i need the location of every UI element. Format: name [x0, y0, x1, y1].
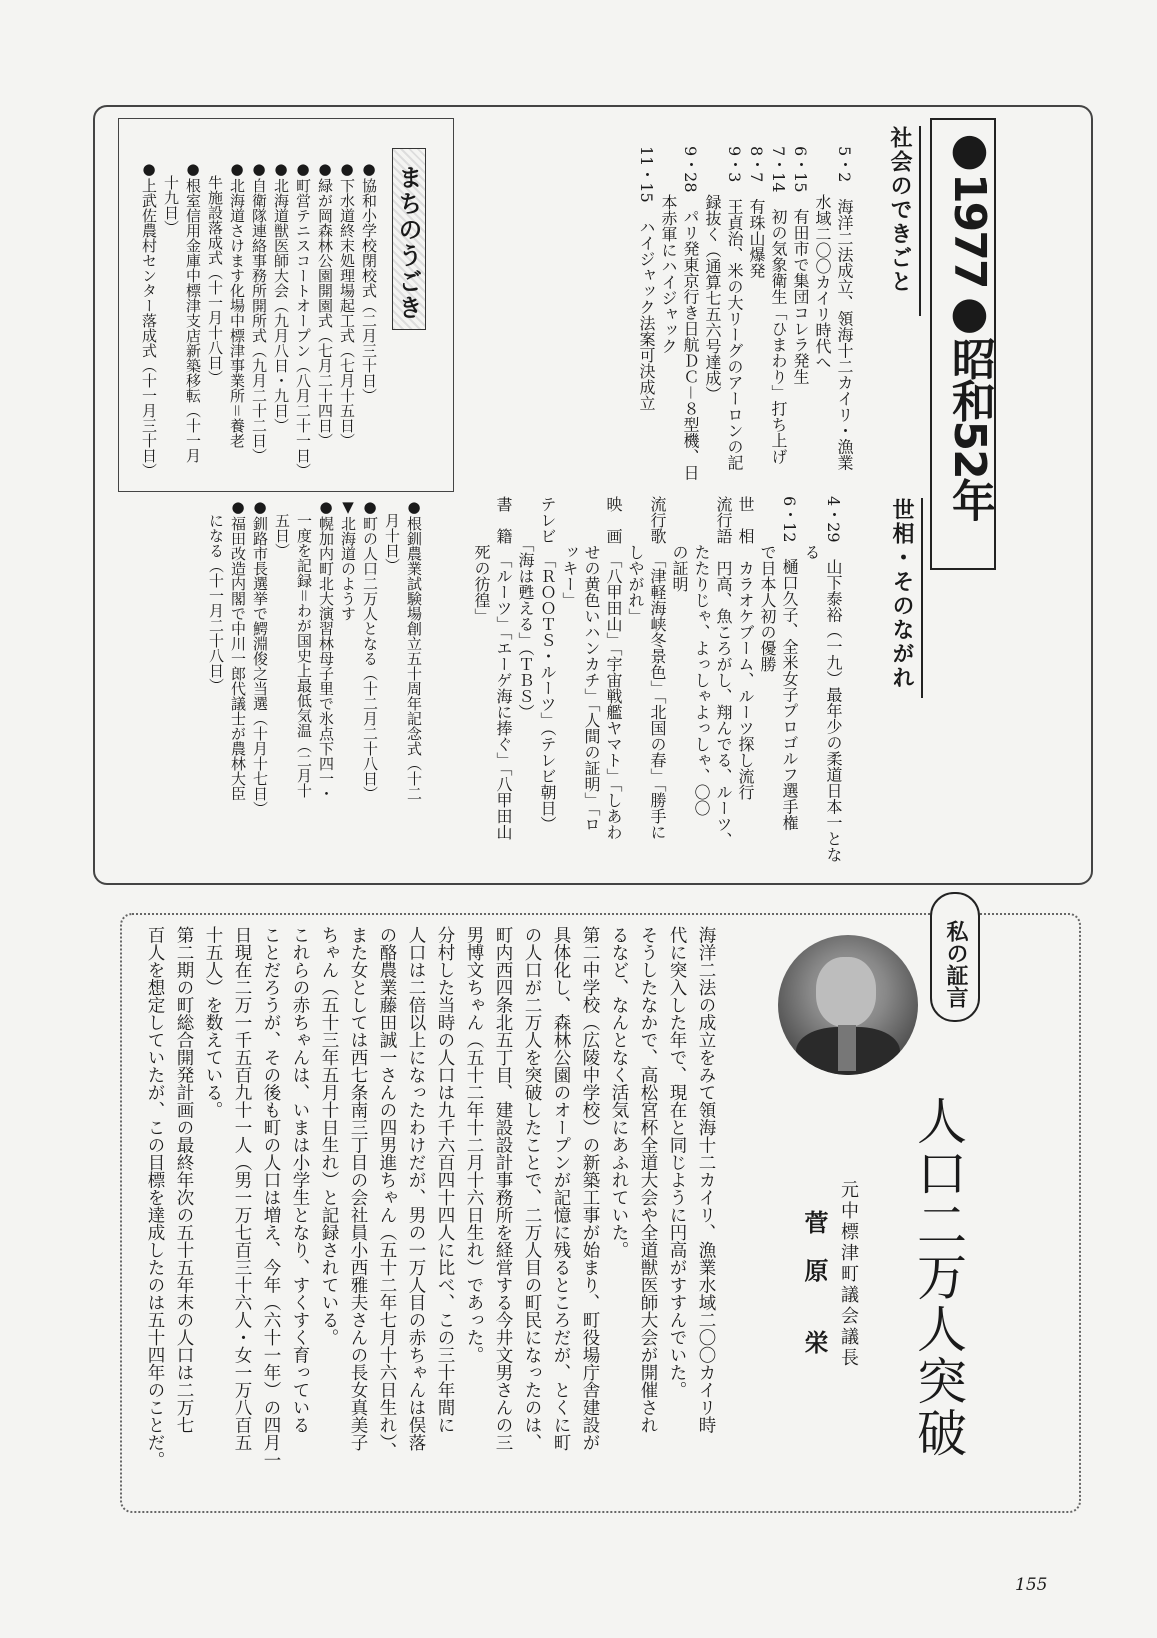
machi-line: ●根室信用金庫中標津支店新築移転（十一月 [184, 160, 202, 463]
machi-line: ●北海道獣医師大会（九月八日・九日） [272, 160, 290, 433]
testimony-line: 男博文ちゃん（五十二年十二月十六日生れ）であった。 [464, 926, 484, 1364]
testimony-badge: 私の証言 [930, 892, 980, 1022]
shakai-line: 本赤軍にハイジャック [659, 146, 678, 354]
sesou-line: 書 籍 「ルーツ」「エーゲ海に捧ぐ」「八甲田山 [494, 496, 513, 840]
machi-line: ●緑が岡森林公園開園式（七月二十四日） [316, 160, 334, 448]
sesou-line: 4・29 山下泰裕（一九）最年少の柔道日本一とな [824, 496, 843, 863]
sesou-line: 流行歌 「津軽海峡冬景色」「北国の春」「勝手に [648, 496, 667, 840]
sesou-line: 6・12 樋口久子、全米女子プロゴルフ選手権 [780, 496, 799, 831]
year-title-box [930, 118, 996, 570]
machi-line: 五日） [273, 498, 291, 558]
shakai-heading: 社会のできごと [884, 126, 921, 316]
sesou-line: る [802, 496, 821, 560]
page-number: 155 [1015, 1575, 1048, 1595]
testimony-body [140, 926, 720, 1496]
testimony-line: ことだろうが、その後も町の人口は増え、今年（六十一年）の四月一 [261, 926, 281, 1469]
shakai-line: 録抜く（通算七五六号達成） [703, 146, 722, 402]
machi-heading: まちのうごき [392, 148, 426, 330]
testimony-line: 代に突入した年で、現在と同じように円高がすすんでいた。 [667, 926, 687, 1399]
shakai-list [635, 146, 855, 486]
machi-line: になる（十一月二十八日） [207, 498, 225, 693]
testimony-line: 百人を想定していたが、この目標を達成したのは五十四年のことだ。 [145, 926, 165, 1469]
shakai-line: 7・14 初の気象衛生「ひまわり」打ち上げ [769, 146, 788, 465]
shakai-line: 8・7 有珠山爆発 [747, 146, 766, 279]
testimony-line: の酪農業藤田誠一さんの四男進ちゃん（五十二年七月十六日生れ）、 [377, 926, 397, 1460]
sesou-line: テレビ 「ＲＯＯＴＳ・ルーツ」（テレビ朝日） [538, 496, 557, 832]
machi-line: ●幌加内町北大演習林母子里で氷点下四一・ [317, 498, 335, 801]
machi-list [138, 160, 380, 480]
machi-line: ●町営テニスコートオープン（八月二十一日） [294, 160, 312, 478]
testimony-line: 日現在二万一千五百九十一人（男一万七百三十六人・女一万八百五 [232, 926, 252, 1451]
testimony-line: そうしたなかで、高松宮杯全道大会や全道獣医師大会が開催され [638, 926, 658, 1434]
machi-line: ●町の人口二万人となる（十二月二十八日） [361, 498, 379, 801]
shakai-line: 6・15 有田市で集団コレラ発生 [791, 146, 810, 385]
machi-line: ●下水道終末処理場起工式（七月十五日） [338, 160, 356, 448]
sesou-line: で日本人初の優勝 [758, 496, 777, 672]
machi-line: 牛施設落成式（十一月十八日） [206, 160, 224, 385]
shakai-line: 5・2 海洋二法成立、領海十二カイリ・漁業 [835, 146, 854, 471]
machi-line: ●北海道さけます化場中標津事業所＝養老 [228, 160, 246, 449]
machi-line: ●釧路市長選挙で鰐淵俊之当選（十月十七日） [251, 498, 269, 816]
machi-line: ●協和小学校閉校式（二月三十日） [360, 160, 378, 403]
machi-line: ●福田改造内閣で中川一郎代議士が農林大臣 [229, 498, 247, 801]
sesou-line: 流行語 円高、魚ころがし、翔んでる、ルーツ、 [714, 496, 733, 848]
sesou-line: 映 画 「八甲田山」「宇宙戦艦ヤマト」「しあわ [604, 496, 623, 840]
machi-list-2 [205, 498, 425, 843]
sesou-line: 死の彷徨」 [472, 496, 491, 624]
machi-line: ●上武佐農村センター落成式（十一月三十日） [140, 160, 158, 478]
testimony-line: 町内西四条北五丁目、建設設計事務所を経営する今井文男さんの三 [493, 926, 513, 1451]
shakai-line: 9・3 王貞治、米の大リーグのアーロンの記 [725, 146, 744, 471]
shakai-line: 9・28 パリ発東京行き日航ＤＣ－８型機、日 [681, 146, 700, 481]
year-title: ●1977●昭和52年 [944, 124, 995, 520]
testimony-line: 第二期の町総合開発計画の最終年次の五十五年末の人口は二万七 [174, 926, 194, 1434]
author-title: 元中標津町議会議長 [838, 1180, 859, 1369]
testimony-line: の人口が二万人を突破したことで、二万人目の町民になったのは、 [522, 926, 542, 1451]
sesou-line: たたりじゃ、よっしゃよっしゃ、〇〇 [692, 496, 711, 816]
testimony-title: 人口二万人突破 [909, 1095, 967, 1459]
shakai-line: 水域二〇〇カイリ時代へ [813, 146, 832, 370]
portrait-photo [778, 935, 918, 1075]
sesou-line: の証明 [670, 496, 689, 592]
testimony-line: 具体化し、森林公園のオープンが記憶に残るところだが、とくに町 [551, 926, 571, 1451]
testimony-line: また女としては西七条南三丁目の会社員小西雅夫さんの長女真美子 [348, 926, 368, 1451]
sesou-heading: 世相・そのながれ [886, 498, 923, 698]
machi-line: 十九日） [162, 160, 180, 235]
testimony-line: 海洋二法の成立をみて領海十二カイリ、漁業水域二〇〇カイリ時 [696, 926, 716, 1434]
author-name: 菅 原 栄 [800, 1210, 829, 1354]
machi-line: 一度を記録＝わが国史上最低気温（二月十 [295, 498, 313, 799]
testimony-line: 第二中学校（広陵中学校）の新築工事が始まり、町役場庁舎建設が [580, 926, 600, 1451]
machi-line: ●自衛隊連絡事務所開所式（九月二十二日） [250, 160, 268, 463]
sesou-line: せの黄色いハンカチ」「人間の証明」「ロ [582, 496, 601, 832]
machi-line: 月十日） [383, 498, 401, 573]
testimony-line: るなど、なんとなく活気にあふれていた。 [609, 926, 629, 1259]
testimony-line: 分村した当時の人口は九千六百四十四人に比べ、この三十年間に [435, 926, 455, 1434]
sesou-line: 世 相 カラオケブーム、ルーツ探し流行 [736, 496, 755, 800]
testimony-line: ちゃん（五十三年五月十日生れ）と記録されている。 [319, 926, 339, 1346]
testimony-line: 人口は二倍以上になったわけだが、男の一万人目の赤ちゃんは俣落 [406, 926, 426, 1451]
sesou-list [470, 496, 844, 863]
sesou-line: 「海は甦える」（ＴＢＳ） [516, 496, 535, 720]
sesou-line: しやがれ」 [626, 496, 645, 624]
testimony-line: 十五人）を数えている。 [203, 926, 223, 1119]
sesou-line: ッキー」 [560, 496, 579, 608]
machi-line: ●根釧農業試験場創立五十周年記念式（十二 [405, 498, 423, 801]
testimony-line: これらの赤ちゃんは、いまは小学生となり、すくすく育っている [290, 926, 310, 1434]
shakai-line: 11・15 ハイジャック法案可決成立 [637, 146, 656, 411]
machi-line: ▼北海道のようす [339, 498, 357, 621]
